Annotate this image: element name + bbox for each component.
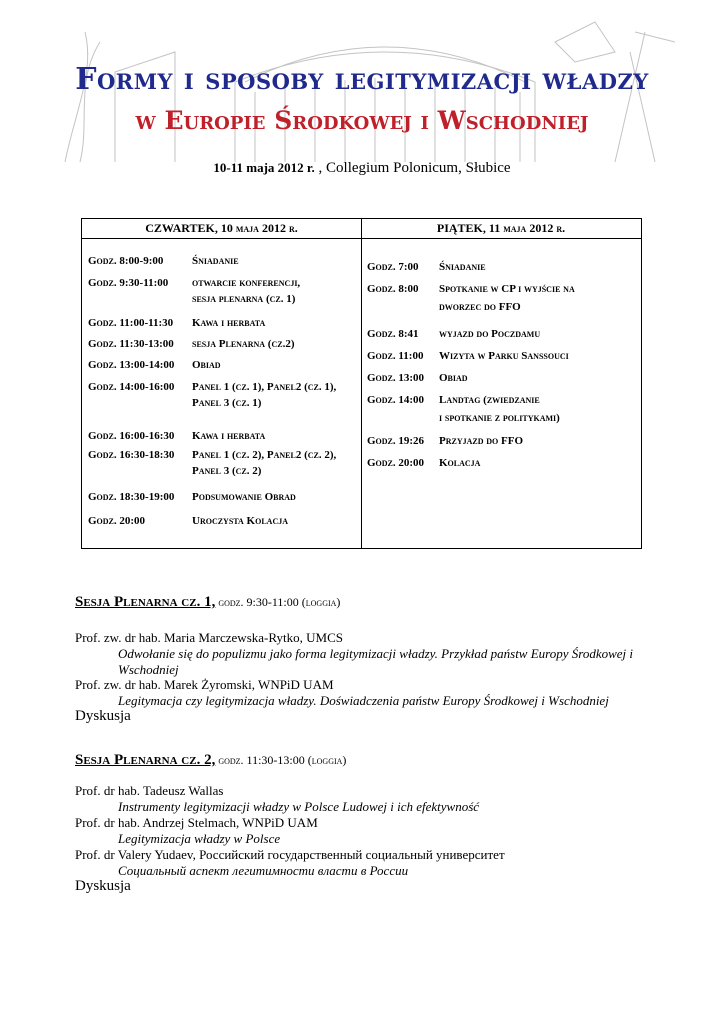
- event-time: Godz. 9:30-11:00: [88, 277, 169, 289]
- friday-event-row: [367, 394, 560, 424]
- session1-speaker-2: Prof. zw. dr hab. Marek Żyromski, WNPiD UAM: [75, 677, 334, 692]
- event-description: Panel 1 (cz. 2), Panel2 (cz. 2),: [192, 449, 337, 461]
- event-time: Godz. 11:30-13:00: [88, 338, 174, 350]
- thursday-event-row: [88, 515, 288, 527]
- friday-event-row: [367, 350, 569, 362]
- event-description-continued: sesja plenarna (cz. 1): [192, 293, 296, 305]
- event-description: sesja Plenarna (cz.2): [192, 338, 295, 350]
- event-time: Godz. 16:00-16:30: [88, 430, 175, 442]
- event-time: Godz. 19:26: [367, 435, 425, 447]
- document-title: Formy i sposoby legitymizacji władzy: [75, 62, 649, 97]
- session2-heading: [75, 752, 346, 769]
- event-time: Godz. 20:00: [88, 515, 146, 527]
- session1-title: Sesja Plenarna cz. 1,: [75, 594, 216, 610]
- event-time: Godz. 8:00: [367, 283, 419, 295]
- conference-dates: 10-11 maja 2012 r.: [213, 160, 315, 175]
- event-description: Śniadanie: [192, 255, 239, 267]
- session2-discussion: Dyskusja: [75, 878, 131, 894]
- event-time: Godz. 11:00: [367, 350, 424, 362]
- event-description: Uroczysta Kolacja: [192, 515, 288, 527]
- thursday-event-row: [88, 449, 336, 477]
- event-time: Godz. 7:00: [367, 261, 419, 273]
- session1-discussion: Dyskusja: [75, 708, 131, 724]
- session2-title: Sesja Plenarna cz. 2,: [75, 752, 216, 768]
- thursday-event-row: [88, 277, 300, 305]
- event-description-continued: dworzec do FFO: [439, 301, 521, 313]
- event-description: Landtag (zwiedzanie: [439, 394, 540, 406]
- thursday-event-row: [88, 338, 294, 350]
- event-description: Spotkanie w CP i wyjście na: [439, 283, 575, 295]
- event-description: Panel 1 (cz. 1), Panel2 (cz. 1),: [192, 381, 337, 393]
- session2-talk-title-2: Legitymizacja władzy w Polsce: [118, 831, 281, 846]
- event-time: Godz. 20:00: [367, 457, 425, 469]
- event-description: Kawa i herbata: [192, 430, 266, 442]
- event-time: Godz. 8:00-9:00: [88, 255, 164, 267]
- schedule-table: [81, 218, 642, 549]
- document-subtitle: w Europie Środkowej i Wschodniej: [135, 106, 589, 135]
- friday-event-row: [367, 435, 523, 447]
- event-description: Przyjazd do FFO: [439, 435, 523, 447]
- event-description: Kawa i herbata: [192, 317, 266, 329]
- session2-meta: godz. 11:30-13:00 (loggia): [215, 753, 347, 767]
- event-description: Śniadanie: [439, 261, 486, 273]
- event-description: otwarcie konferencji,: [192, 277, 301, 289]
- event-time: Godz. 16:30-18:30: [88, 449, 175, 461]
- event-time: Godz. 11:00-11:30: [88, 317, 174, 329]
- friday-event-row: [367, 261, 486, 273]
- friday-event-row: [367, 372, 468, 384]
- session1-speaker-1: Prof. zw. dr hab. Maria Marczewska-Rytko, UMCS: [75, 630, 343, 645]
- event-description-continued: Panel 3 (cz. 2): [192, 465, 262, 477]
- event-description: wyjazd do Poczdamu: [439, 328, 541, 340]
- conference-venue: , Collegium Polonicum, Słubice: [314, 160, 511, 176]
- event-time: Godz. 14:00: [367, 394, 425, 406]
- session2-talk-title-3: Социальный аспект легитимности власти в России: [118, 863, 409, 878]
- session1-talk-title-2: Legitymacja czy legitymizacja władzy. Doświadczenia państw Europy Środkowej i Wschodniej: [118, 693, 609, 708]
- event-description: Kolacja: [439, 457, 481, 469]
- thursday-event-row: [88, 430, 265, 442]
- session1-heading: [75, 594, 340, 611]
- thursday-event-row: [88, 381, 336, 409]
- session1-talk-title-1: Odwołanie się do populizmu jako forma legitymizacji władzy. Przykład państw Europy Środkowej i Wschodniej: [118, 646, 634, 677]
- session2-speaker-3: Prof. dr Valery Yudaev, Российский государственный социальный университет: [75, 847, 505, 862]
- thursday-event-row: [88, 255, 239, 267]
- session2-speaker-2: Prof. dr hab. Andrzej Stelmach, WNPiD UAM: [75, 815, 318, 830]
- session2-speaker-1: Prof. dr hab. Tadeusz Wallas: [75, 783, 224, 798]
- thursday-column: [82, 219, 362, 548]
- thursday-heading: CZWARTEK, 10 maja 2012 r.: [82, 219, 361, 239]
- friday-heading: PIĄTEK, 11 maja 2012 r.: [361, 219, 641, 239]
- friday-column: [361, 219, 641, 548]
- thursday-event-row: [88, 491, 296, 503]
- event-time: Godz. 18:30-19:00: [88, 491, 175, 503]
- event-time: Godz. 8:41: [367, 328, 419, 340]
- friday-event-row: [367, 283, 575, 313]
- event-description-continued: Panel 3 (cz. 1): [192, 397, 262, 409]
- event-time: Godz. 13:00-14:00: [88, 359, 175, 371]
- friday-event-row: [367, 328, 540, 340]
- session1-meta: godz. 9:30-11:00 (loggia): [215, 595, 341, 609]
- event-description-continued: i spotkanie z politykami): [439, 412, 560, 424]
- thursday-event-row: [88, 317, 265, 329]
- session2-talk-title-1: Instrumenty legitymizacji władzy w Polsce Ludowej i ich efektywność: [118, 799, 480, 814]
- event-description: Podsumowanie Obrad: [192, 491, 296, 503]
- event-description: Obiad: [192, 359, 221, 371]
- event-time: Godz. 13:00: [367, 372, 425, 384]
- event-description: Wizyta w Parku Sanssouci: [439, 350, 569, 362]
- event-description: Obiad: [439, 372, 468, 384]
- thursday-event-row: [88, 359, 221, 371]
- event-time: Godz. 14:00-16:00: [88, 381, 175, 393]
- friday-event-row: [367, 457, 480, 469]
- date-venue-line: [0, 160, 724, 177]
